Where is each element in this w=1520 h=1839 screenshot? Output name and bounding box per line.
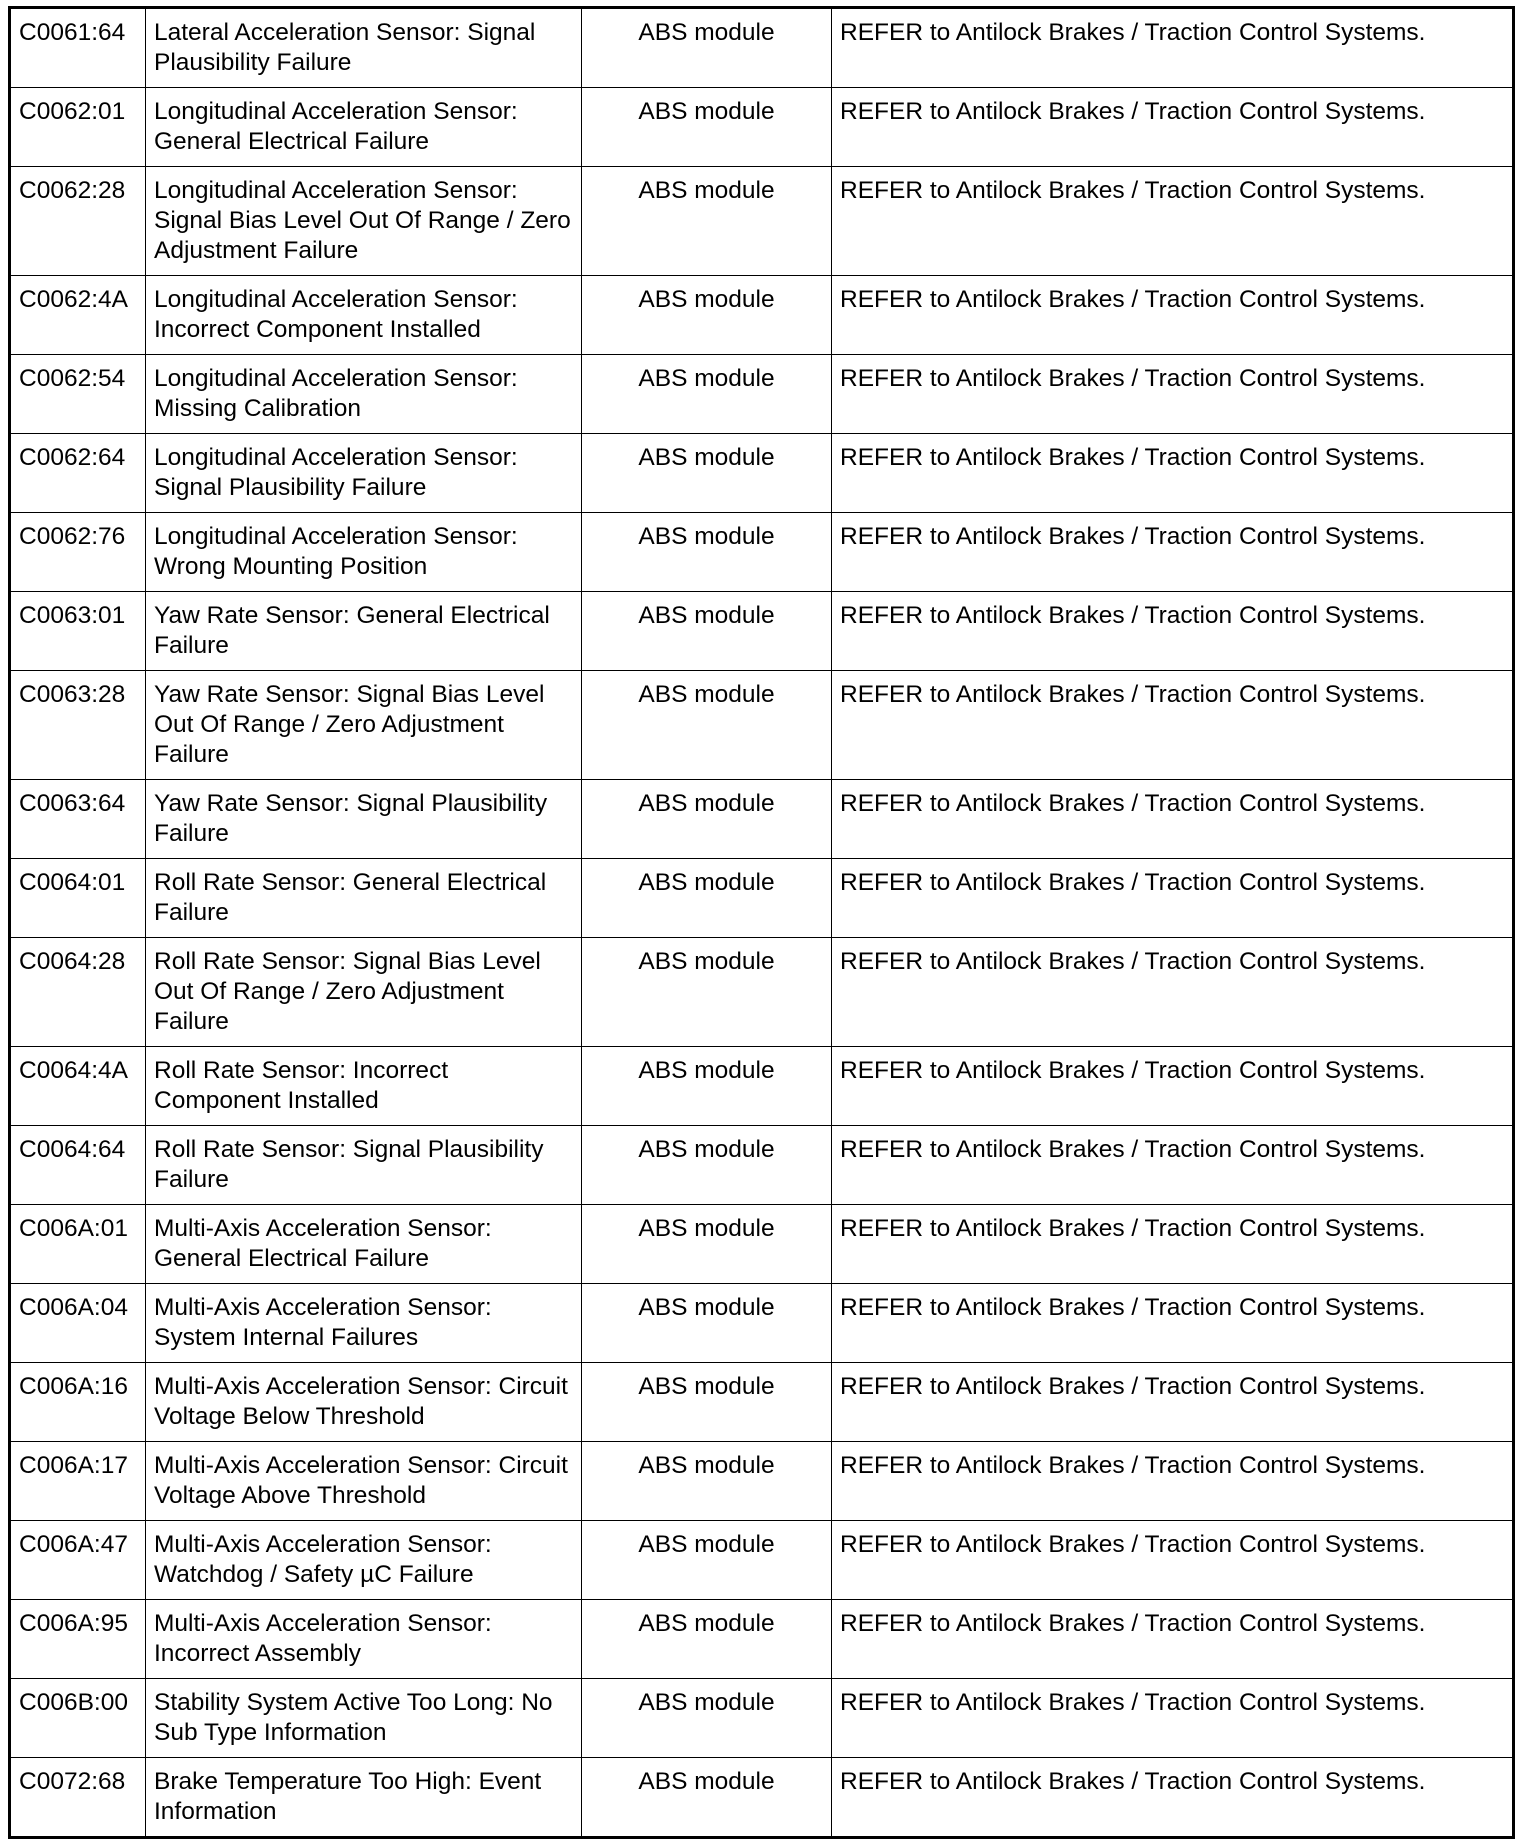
table-row xyxy=(10,859,1514,938)
table-row xyxy=(10,780,1514,859)
dtc-code: C0062:76 xyxy=(10,513,146,592)
dtc-code: C006A:47 xyxy=(10,1521,146,1600)
dtc-action: REFER to Antilock Brakes / Traction Control Systems. xyxy=(832,1284,1514,1363)
table-row xyxy=(10,1363,1514,1442)
table-row xyxy=(10,88,1514,167)
dtc-code: C0063:64 xyxy=(10,780,146,859)
dtc-action: REFER to Antilock Brakes / Traction Control Systems. xyxy=(832,1521,1514,1600)
dtc-description: Multi-Axis Acceleration Sensor: Incorrect Assembly xyxy=(146,1600,582,1679)
table-row xyxy=(10,1521,1514,1600)
dtc-code: C0062:01 xyxy=(10,88,146,167)
table-row xyxy=(10,276,1514,355)
dtc-module: ABS module xyxy=(582,1521,832,1600)
dtc-code: C006A:04 xyxy=(10,1284,146,1363)
table-row xyxy=(10,513,1514,592)
dtc-module: ABS module xyxy=(582,1126,832,1205)
dtc-description: Roll Rate Sensor: Incorrect Component Installed xyxy=(146,1047,582,1126)
dtc-description: Longitudinal Acceleration Sensor: General Electrical Failure xyxy=(146,88,582,167)
dtc-description: Longitudinal Acceleration Sensor: Incorrect Component Installed xyxy=(146,276,582,355)
dtc-table-container xyxy=(8,6,1512,1839)
dtc-description: Multi-Axis Acceleration Sensor: Circuit Voltage Above Threshold xyxy=(146,1442,582,1521)
dtc-description: Roll Rate Sensor: Signal Bias Level Out Of Range / Zero Adjustment Failure xyxy=(146,938,582,1047)
dtc-code: C0064:64 xyxy=(10,1126,146,1205)
dtc-module: ABS module xyxy=(582,88,832,167)
dtc-description: Roll Rate Sensor: Signal Plausibility Failure xyxy=(146,1126,582,1205)
dtc-code: C0062:54 xyxy=(10,355,146,434)
dtc-module: ABS module xyxy=(582,355,832,434)
table-row xyxy=(10,8,1514,88)
dtc-module: ABS module xyxy=(582,8,832,88)
dtc-action: REFER to Antilock Brakes / Traction Control Systems. xyxy=(832,780,1514,859)
table-row xyxy=(10,671,1514,780)
dtc-code: C0062:4A xyxy=(10,276,146,355)
dtc-action: REFER to Antilock Brakes / Traction Control Systems. xyxy=(832,88,1514,167)
dtc-module: ABS module xyxy=(582,780,832,859)
dtc-description: Lateral Acceleration Sensor: Signal Plausibility Failure xyxy=(146,8,582,88)
dtc-description: Longitudinal Acceleration Sensor: Signal Bias Level Out Of Range / Zero Adjustment Failure xyxy=(146,167,582,276)
dtc-code: C0064:01 xyxy=(10,859,146,938)
dtc-action: REFER to Antilock Brakes / Traction Control Systems. xyxy=(832,1442,1514,1521)
dtc-description: Roll Rate Sensor: General Electrical Failure xyxy=(146,859,582,938)
table-row xyxy=(10,167,1514,276)
dtc-code: C006A:17 xyxy=(10,1442,146,1521)
dtc-module: ABS module xyxy=(582,1600,832,1679)
dtc-module: ABS module xyxy=(582,1205,832,1284)
table-row xyxy=(10,1047,1514,1126)
dtc-code: C0062:64 xyxy=(10,434,146,513)
dtc-module: ABS module xyxy=(582,167,832,276)
dtc-module: ABS module xyxy=(582,1047,832,1126)
table-row xyxy=(10,1600,1514,1679)
table-row xyxy=(10,1284,1514,1363)
dtc-module: ABS module xyxy=(582,513,832,592)
dtc-code: C0063:28 xyxy=(10,671,146,780)
dtc-code: C0062:28 xyxy=(10,167,146,276)
dtc-description: Longitudinal Acceleration Sensor: Signal Plausibility Failure xyxy=(146,434,582,513)
dtc-action: REFER to Antilock Brakes / Traction Control Systems. xyxy=(832,167,1514,276)
dtc-module: ABS module xyxy=(582,1363,832,1442)
dtc-code: C0061:64 xyxy=(10,8,146,88)
dtc-module: ABS module xyxy=(582,592,832,671)
table-row xyxy=(10,1758,1514,1838)
table-row xyxy=(10,434,1514,513)
dtc-module: ABS module xyxy=(582,434,832,513)
dtc-module: ABS module xyxy=(582,1758,832,1838)
dtc-module: ABS module xyxy=(582,1442,832,1521)
table-row xyxy=(10,938,1514,1047)
dtc-code: C0063:01 xyxy=(10,592,146,671)
dtc-description: Multi-Axis Acceleration Sensor: Watchdog / Safety µC Failure xyxy=(146,1521,582,1600)
table-row xyxy=(10,1205,1514,1284)
dtc-description: Multi-Axis Acceleration Sensor: General Electrical Failure xyxy=(146,1205,582,1284)
dtc-code: C006A:01 xyxy=(10,1205,146,1284)
dtc-action: REFER to Antilock Brakes / Traction Control Systems. xyxy=(832,859,1514,938)
table-row xyxy=(10,355,1514,434)
dtc-code: C0072:68 xyxy=(10,1758,146,1838)
table-row xyxy=(10,1442,1514,1521)
dtc-module: ABS module xyxy=(582,1679,832,1758)
dtc-description: Stability System Active Too Long: No Sub Type Information xyxy=(146,1679,582,1758)
table-row xyxy=(10,1679,1514,1758)
dtc-code: C006B:00 xyxy=(10,1679,146,1758)
dtc-action: REFER to Antilock Brakes / Traction Control Systems. xyxy=(832,434,1514,513)
dtc-module: ABS module xyxy=(582,1284,832,1363)
dtc-description: Yaw Rate Sensor: Signal Plausibility Failure xyxy=(146,780,582,859)
dtc-module: ABS module xyxy=(582,276,832,355)
dtc-description: Longitudinal Acceleration Sensor: Missing Calibration xyxy=(146,355,582,434)
dtc-code: C006A:16 xyxy=(10,1363,146,1442)
dtc-module: ABS module xyxy=(582,938,832,1047)
dtc-action: REFER to Antilock Brakes / Traction Control Systems. xyxy=(832,1126,1514,1205)
dtc-code: C0064:4A xyxy=(10,1047,146,1126)
table-row xyxy=(10,1126,1514,1205)
dtc-table xyxy=(8,6,1515,1839)
dtc-code: C0064:28 xyxy=(10,938,146,1047)
dtc-description: Yaw Rate Sensor: Signal Bias Level Out Of Range / Zero Adjustment Failure xyxy=(146,671,582,780)
dtc-description: Brake Temperature Too High: Event Information xyxy=(146,1758,582,1838)
table-row xyxy=(10,592,1514,671)
dtc-action: REFER to Antilock Brakes / Traction Control Systems. xyxy=(832,1205,1514,1284)
dtc-action: REFER to Antilock Brakes / Traction Control Systems. xyxy=(832,671,1514,780)
dtc-code: C006A:95 xyxy=(10,1600,146,1679)
dtc-description: Multi-Axis Acceleration Sensor: Circuit Voltage Below Threshold xyxy=(146,1363,582,1442)
dtc-module: ABS module xyxy=(582,671,832,780)
dtc-description: Longitudinal Acceleration Sensor: Wrong Mounting Position xyxy=(146,513,582,592)
dtc-action: REFER to Antilock Brakes / Traction Control Systems. xyxy=(832,938,1514,1047)
dtc-action: REFER to Antilock Brakes / Traction Control Systems. xyxy=(832,1758,1514,1838)
dtc-action: REFER to Antilock Brakes / Traction Control Systems. xyxy=(832,1363,1514,1442)
dtc-action: REFER to Antilock Brakes / Traction Control Systems. xyxy=(832,592,1514,671)
dtc-action: REFER to Antilock Brakes / Traction Control Systems. xyxy=(832,355,1514,434)
dtc-module: ABS module xyxy=(582,859,832,938)
dtc-action: REFER to Antilock Brakes / Traction Control Systems. xyxy=(832,513,1514,592)
dtc-action: REFER to Antilock Brakes / Traction Control Systems. xyxy=(832,8,1514,88)
dtc-action: REFER to Antilock Brakes / Traction Control Systems. xyxy=(832,1679,1514,1758)
dtc-action: REFER to Antilock Brakes / Traction Control Systems. xyxy=(832,276,1514,355)
dtc-action: REFER to Antilock Brakes / Traction Control Systems. xyxy=(832,1600,1514,1679)
dtc-description: Yaw Rate Sensor: General Electrical Failure xyxy=(146,592,582,671)
dtc-description: Multi-Axis Acceleration Sensor: System Internal Failures xyxy=(146,1284,582,1363)
dtc-action: REFER to Antilock Brakes / Traction Control Systems. xyxy=(832,1047,1514,1126)
